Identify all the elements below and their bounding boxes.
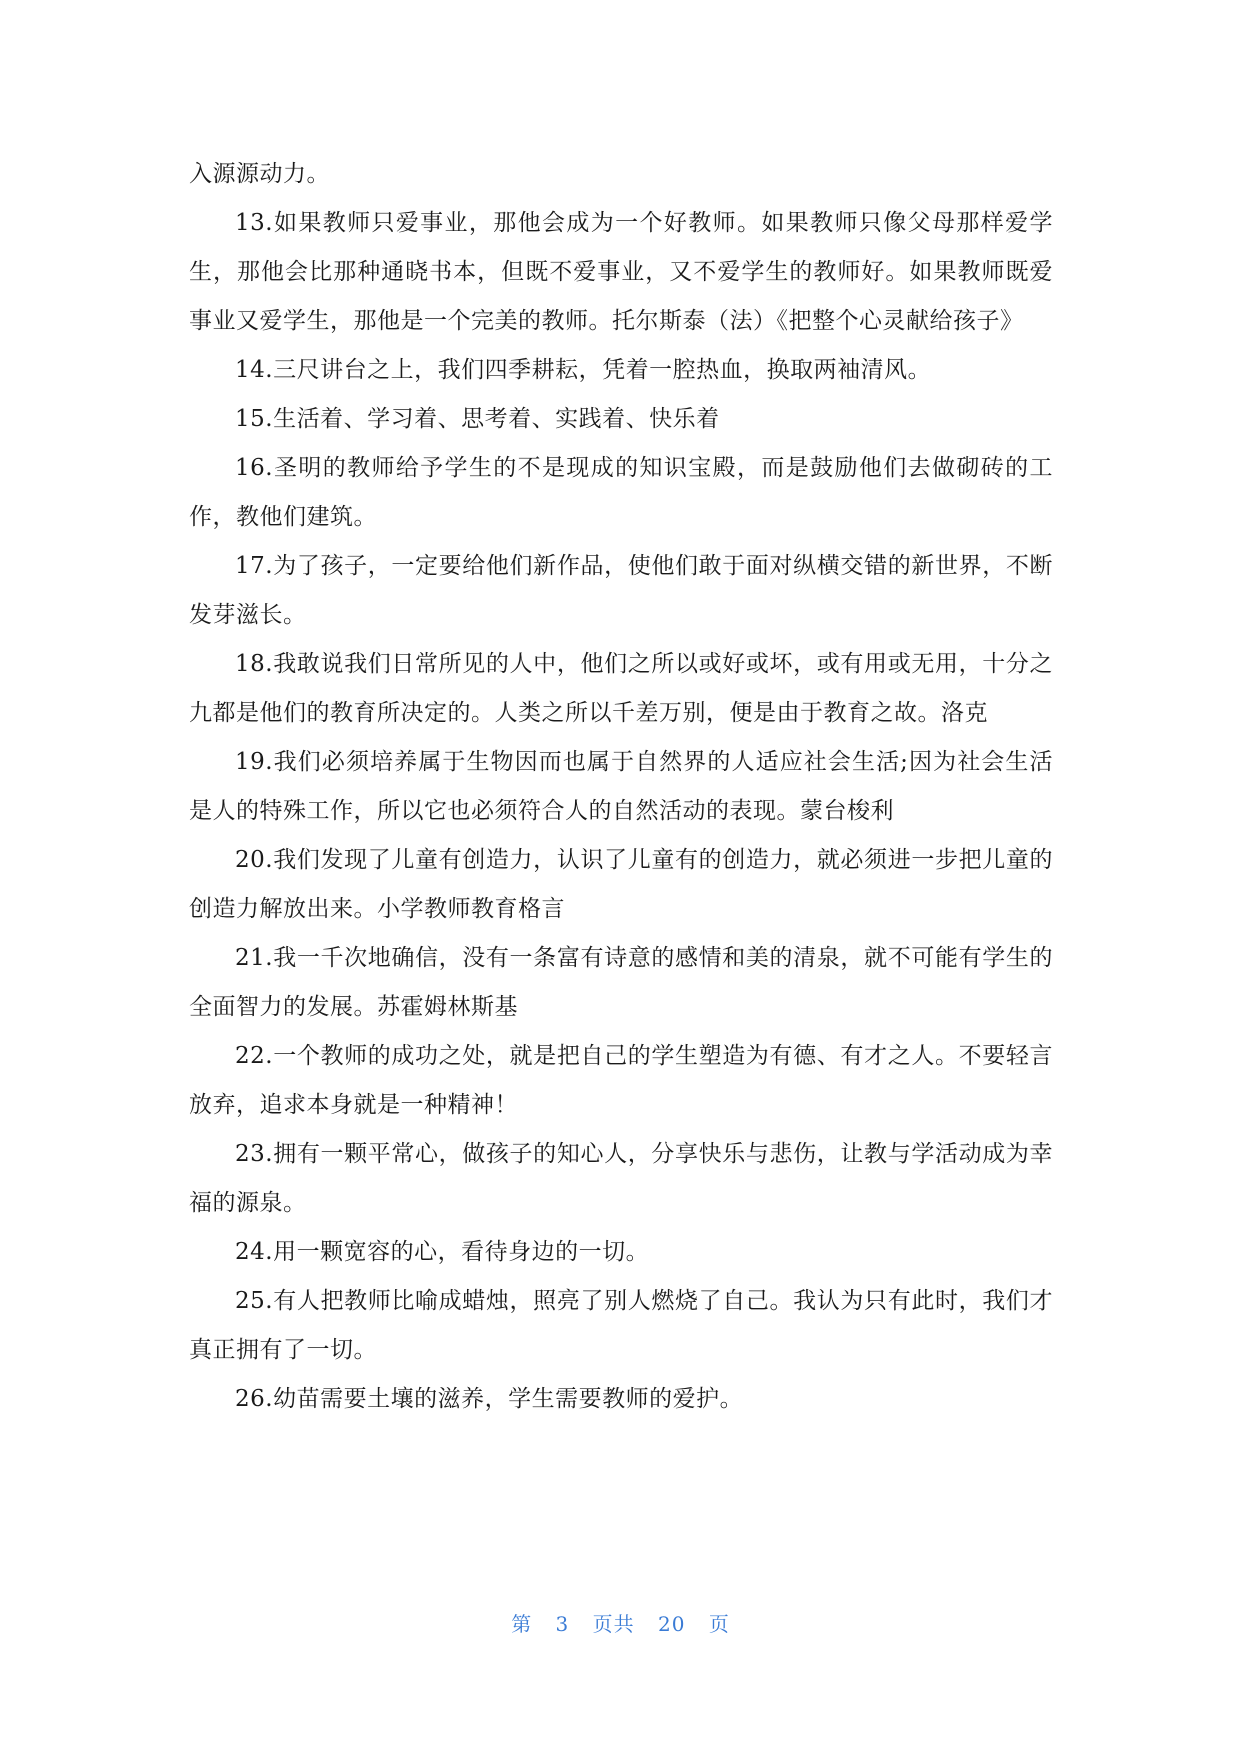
paragraph: 21.我一千次地确信，没有一条富有诗意的感情和美的清泉，就不可能有学生的全面智力的发展。苏霍姆林斯基 — [189, 945, 1053, 1020]
paragraph: 15.生活着、学习着、思考着、实践着、快乐着 — [235, 406, 720, 432]
paragraph: 18.我敢说我们日常所见的人中，他们之所以或好或坏，或有用或无用，十分之九都是他们的教育所决定的。人类之所以千差万别，便是由于教育之故。洛克 — [189, 651, 1053, 726]
paragraph: 24.用一颗宽容的心，看待身边的一切。 — [235, 1239, 650, 1265]
paragraph: 22.一个教师的成功之处，就是把自己的学生塑造为有德、有才之人。不要轻言放弃，追求本身就是一种精神！ — [189, 1043, 1053, 1118]
paragraph: 17.为了孩子，一定要给他们新作品，使他们敢于面对纵横交错的新世界，不断发芽滋长。 — [189, 553, 1053, 628]
paragraph: 25.有人把教师比喻成蜡烛，照亮了别人燃烧了自己。我认为只有此时，我们才真正拥有了一切。 — [189, 1288, 1053, 1363]
footer-prefix: 第 — [511, 1612, 533, 1636]
page-content — [189, 150, 1053, 1424]
footer-middle: 页共 — [592, 1612, 635, 1636]
page-footer — [0, 1608, 1241, 1637]
paragraph: 20.我们发现了儿童有创造力，认识了儿童有的创造力，就必须进一步把儿童的创造力解放出来。小学教师教育格言 — [189, 847, 1053, 922]
footer-total-pages: 20 — [658, 1612, 686, 1636]
paragraph: 入源源动力。 — [189, 161, 330, 187]
paragraph: 13.如果教师只爱事业，那他会成为一个好教师。如果教师只像父母那样爱学生，那他会比那种通晓书本，但既不爱事业，又不爱学生的教师好。如果教师既爱事业又爱学生，那他是一个完美的教师。托尔斯泰（法）《把整个心灵献给孩子》 — [189, 210, 1053, 334]
paragraph: 16.圣明的教师给予学生的不是现成的知识宝殿，而是鼓励他们去做砌砖的工作，教他们建筑。 — [189, 455, 1053, 530]
footer-current-page: 3 — [555, 1612, 570, 1636]
paragraph: 19.我们必须培养属于生物因而也属于自然界的人适应社会生活;因为社会生活是人的特殊工作，所以它也必须符合人的自然活动的表现。蒙台梭利 — [189, 749, 1053, 824]
footer-suffix: 页 — [708, 1612, 730, 1636]
paragraph: 23.拥有一颗平常心，做孩子的知心人，分享快乐与悲伤，让教与学活动成为幸福的源泉。 — [189, 1141, 1053, 1216]
paragraph: 26.幼苗需要土壤的滋养，学生需要教师的爱护。 — [235, 1386, 744, 1412]
paragraph: 14.三尺讲台之上，我们四季耕耘，凭着一腔热血，换取两袖清风。 — [235, 357, 932, 383]
